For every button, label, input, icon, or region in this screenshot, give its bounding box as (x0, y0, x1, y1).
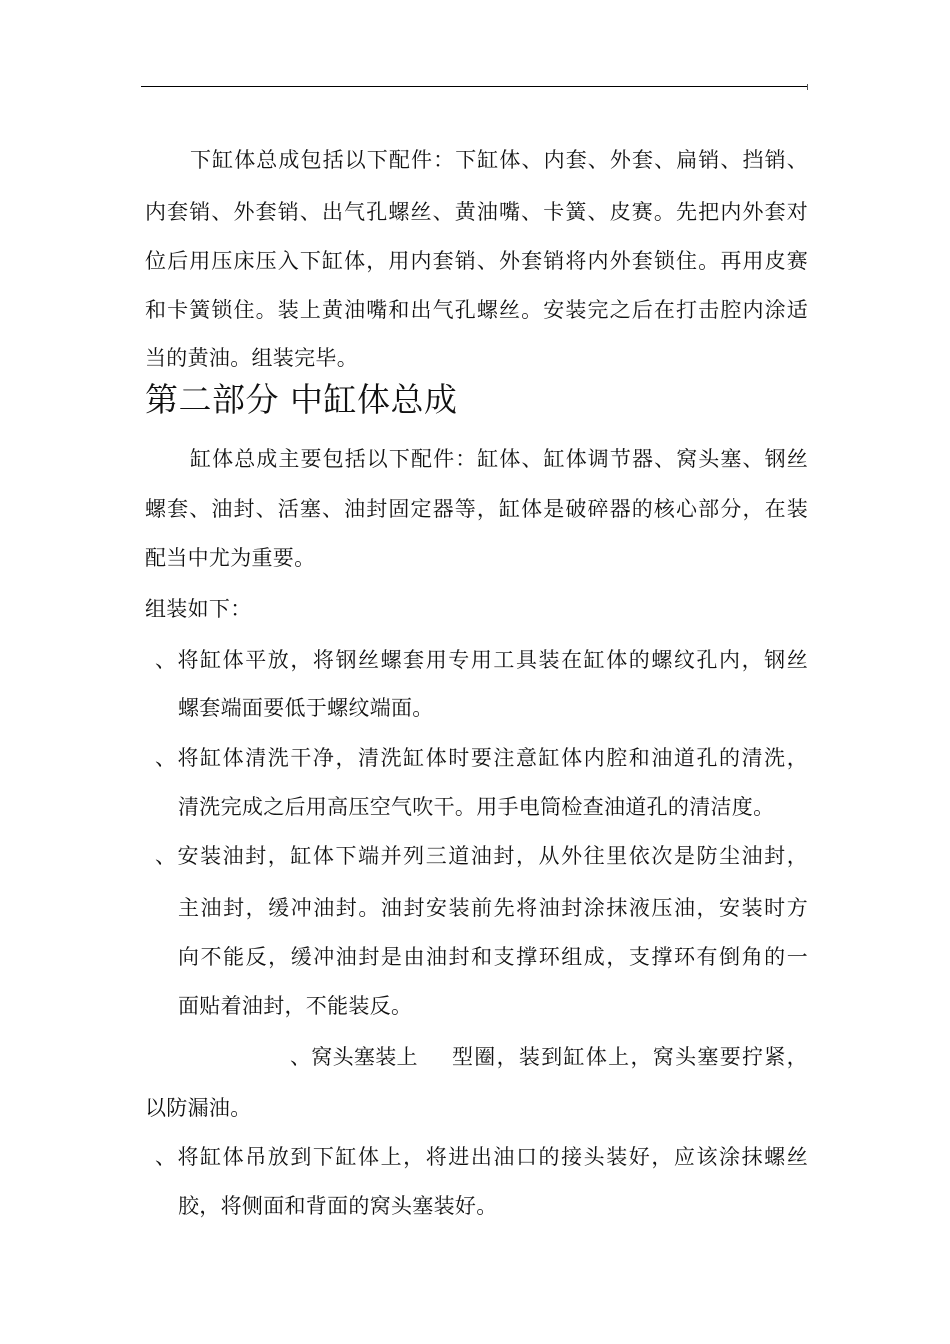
paragraph1-line-2: 内套销、外套销、出气孔螺丝、黄油嘴、卡簧、皮赛。先把内外套对 (145, 200, 808, 224)
paragraph1-line-5: 当的黄油。组装完毕。 (145, 346, 358, 370)
intro-line-2: 螺套、油封、活塞、油封固定器等，缸体是破碎器的核心部分，在装 (145, 497, 808, 521)
step-4-line-1-part-1: 、窝头塞装上 (290, 1045, 418, 1069)
step-3-line-1: 、安装油封，缸体下端并列三道油封，从外往里依次是防尘油封， (155, 844, 808, 868)
step-3-line-3: 向不能反，缓冲油封是由油封和支撑环组成，支撑环有倒角的一 (178, 945, 808, 969)
step-4-line-1-part-2: 型圈，装到缸体上，窝头塞要拧紧， (452, 1045, 808, 1069)
section-heading: 第二部分 中缸体总成 (145, 380, 458, 419)
step-3-line-2: 主油封，缓冲油封。油封安装前先将油封涂抹液压油，安装时方 (178, 896, 808, 920)
header-rule (141, 86, 808, 87)
intro-line-3: 配当中尤为重要。 (145, 546, 316, 570)
paragraph1-line-1: 下缸体总成包括以下配件：下缸体、内套、外套、扁销、挡销、 (190, 148, 808, 172)
intro-line-1: 缸体总成主要包括以下配件：缸体、缸体调节器、窝头塞、钢丝 (190, 447, 808, 471)
step-2-line-1: 、将缸体清洗干净，清洗缸体时要注意缸体内腔和油道孔的清洗， (155, 746, 808, 770)
header-rule-end-mark (807, 84, 808, 90)
step-3-line-4: 面贴着油封，不能装反。 (178, 994, 413, 1018)
paragraph1-line-4: 和卡簧锁住。装上黄油嘴和出气孔螺丝。安装完之后在打击腔内涂适 (145, 298, 808, 322)
step-1-line-1: 、将缸体平放，将钢丝螺套用专用工具装在缸体的螺纹孔内，钢丝 (155, 648, 808, 672)
step-5-line-1: 、将缸体吊放到下缸体上，将进出油口的接头装好，应该涂抹螺丝 (155, 1145, 808, 1169)
paragraph1-line-3: 位后用压床压入下缸体，用内套销、外套销将内外套锁住。再用皮赛 (145, 249, 808, 273)
step-5-line-2: 胶，将侧面和背面的窝头塞装好。 (178, 1194, 498, 1218)
assembly-label: 组装如下： (145, 597, 252, 621)
step-1-line-2: 螺套端面要低于螺纹端面。 (178, 696, 434, 720)
step-2-line-2: 清洗完成之后用高压空气吹干。用手电筒检查油道孔的清洁度。 (178, 795, 775, 819)
step-4-line-2: 以防漏油。 (145, 1096, 252, 1120)
